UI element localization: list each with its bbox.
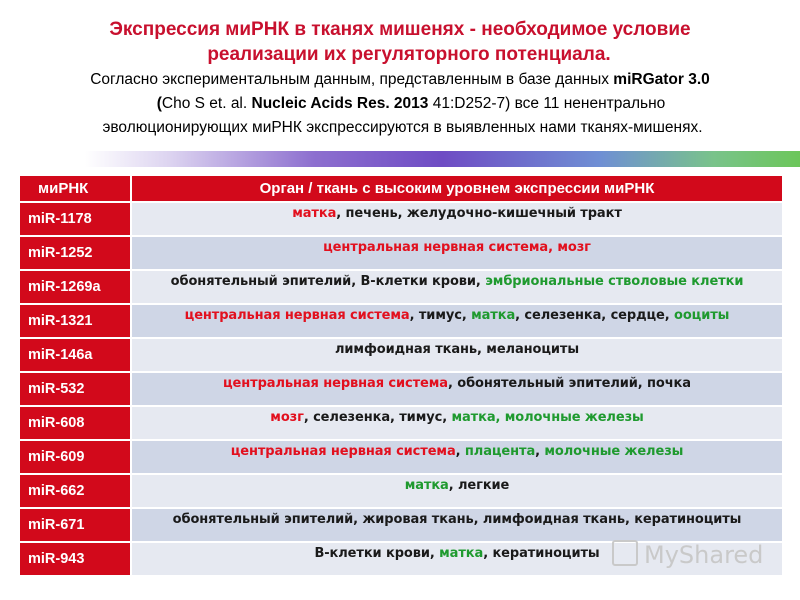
tissue-text: , тимус, (409, 308, 472, 323)
tissue-text: матка (292, 206, 337, 221)
citation-journal: Nucleic Acids Res. 2013 (251, 95, 429, 112)
tissue-text: центральная нервная система (223, 376, 448, 391)
mirna-name: miR-1269a (19, 270, 131, 304)
title-line-1: Экспрессия миРНК в тканях мишенях - необходимое условие (109, 19, 691, 40)
mirna-name: miR-671 (19, 508, 131, 542)
mirna-name: miR-609 (19, 440, 131, 474)
tissue-list (131, 440, 783, 474)
tissue-text: матка (439, 546, 484, 561)
table-header-row (19, 175, 783, 202)
tissue-text: , селезенка, сердце, (515, 308, 675, 323)
tissue-text: эмбриональные стволовые клетки (485, 274, 744, 289)
citation-author: Cho S (161, 95, 205, 112)
intro-line-3: эволюционирующих миРНК экспрессируются в выявленных нами тканях-мишенях. (102, 119, 703, 136)
tissue-text: В-клетки крови, (314, 546, 440, 561)
tissue-list (131, 406, 783, 440)
tissue-list (131, 474, 783, 508)
tissue-text: , селезенка, тимус, (303, 410, 452, 425)
tissue-text: матка (404, 478, 449, 493)
tissue-list (131, 372, 783, 406)
intro-text-part: Согласно экспериментальным данным, представленным в базе данных (90, 71, 614, 88)
table-row (19, 236, 783, 270)
intro-text-part: ( (156, 95, 162, 112)
tissue-list (131, 236, 783, 270)
title-line-2: реализации их регуляторного потенциала. (207, 44, 611, 65)
intro-text (0, 68, 800, 140)
mirna-name: miR-608 (19, 406, 131, 440)
tissue-text: , кератиноциты (483, 546, 600, 561)
intro-text-part: et. al. (204, 95, 252, 112)
mirna-name: miR-662 (19, 474, 131, 508)
tissue-text: плацента (464, 444, 536, 459)
tissue-text: центральная нервная система (184, 308, 410, 323)
tissue-text: , (535, 444, 545, 459)
tissue-text: центральная нервная система, мозг (323, 240, 591, 255)
tissue-list (131, 304, 783, 338)
tissue-text: , легкие (448, 478, 510, 493)
tissue-list (131, 202, 783, 236)
database-name: miRGator 3.0 (613, 71, 710, 88)
table-row (19, 338, 783, 372)
tissue-list (131, 508, 783, 542)
tissue-text: ооциты (674, 308, 730, 323)
tissue-text: , обонятельный эпителий, почка (447, 376, 691, 391)
slide-title (0, 17, 800, 67)
mirna-name: miR-943 (19, 542, 131, 576)
watermark-icon (612, 540, 638, 566)
table-row (19, 270, 783, 304)
tissue-text: , (455, 444, 465, 459)
decorative-gradient-bar (85, 151, 800, 167)
tissue-text: , печень, желудочно-кишечный тракт (336, 206, 622, 221)
table-row (19, 406, 783, 440)
mirna-name: miR-1178 (19, 202, 131, 236)
tissue-text: обонятельный эпителий, В-клетки крови, (170, 274, 486, 289)
expression-table (18, 174, 784, 577)
table-row (19, 508, 783, 542)
table-row (19, 202, 783, 236)
tissue-text: матка, молочные железы (451, 410, 644, 425)
mirna-name: miR-1252 (19, 236, 131, 270)
table-row (19, 474, 783, 508)
watermark-text: MyShared (644, 541, 764, 569)
intro-line-1 (0, 68, 800, 92)
tissue-list (131, 270, 783, 304)
tissue-text: мозг (270, 410, 304, 425)
watermark (612, 540, 763, 569)
table-row (19, 372, 783, 406)
tissue-text: лимфоидная ткань, меланоциты (334, 342, 579, 357)
tissue-list (131, 338, 783, 372)
table-body (19, 202, 783, 576)
tissue-text: центральная нервная система (230, 444, 456, 459)
table-row (19, 440, 783, 474)
intro-text-part: 41:D252-7) все 11 ненентрально (428, 95, 666, 112)
mirna-name: miR-1321 (19, 304, 131, 338)
tissue-text: матка (471, 308, 516, 323)
mirna-name: miR-532 (19, 372, 131, 406)
header-mirna: миРНК (19, 175, 131, 202)
tissue-text: обонятельный эпителий, жировая ткань, лимфоидная ткань, кератиноциты (172, 512, 742, 527)
tissue-text: молочные железы (544, 444, 684, 459)
table-row (19, 304, 783, 338)
intro-line-2 (0, 92, 800, 116)
mirna-name: miR-146a (19, 338, 131, 372)
header-tissue: Орган / ткань с высоким уровнем экспрессии миРНК (131, 175, 783, 202)
